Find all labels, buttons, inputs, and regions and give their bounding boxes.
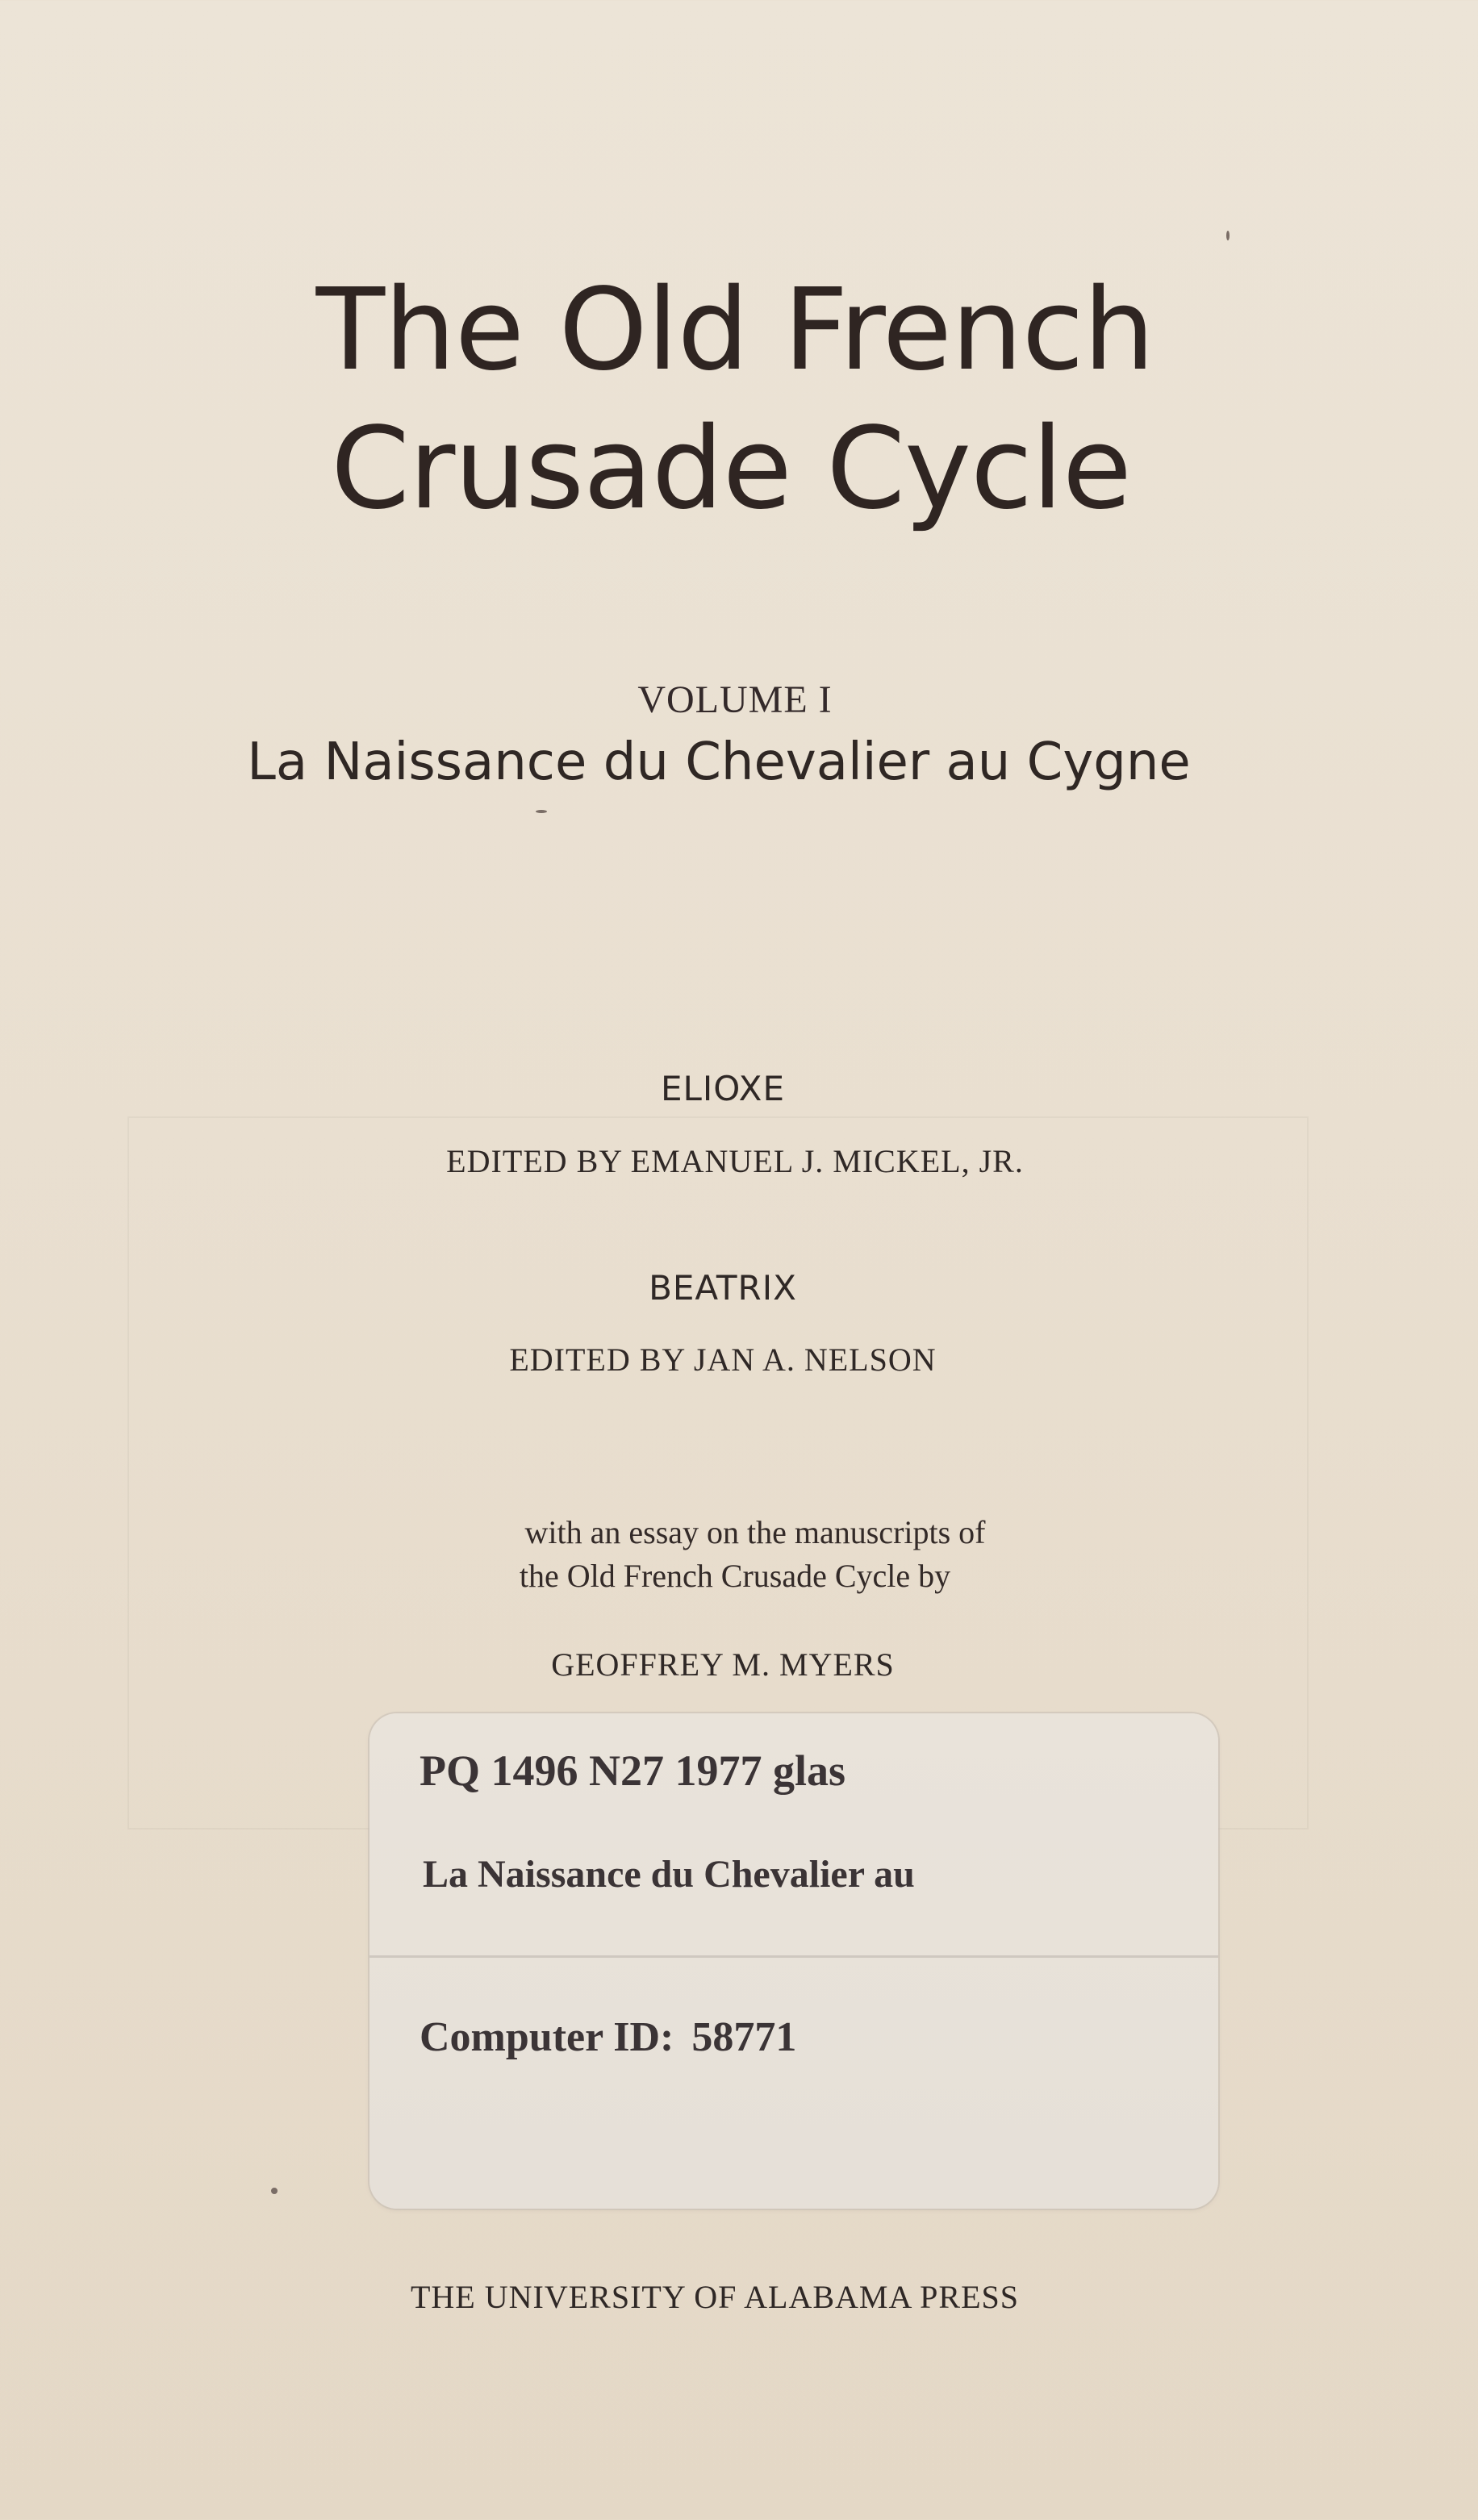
computer-id-label: Computer ID: bbox=[420, 2014, 674, 2060]
volume-label: VOLUME I bbox=[637, 678, 833, 721]
book-title-line-2: Crusade Cycle bbox=[331, 403, 1131, 535]
paper-speck bbox=[271, 2188, 278, 2194]
publisher: THE UNIVERSITY OF ALABAMA PRESS bbox=[410, 2279, 1020, 2315]
call-number: PQ 1496 N27 1977 glas bbox=[420, 1746, 846, 1795]
section-editor-elioxe: EDITED BY EMANUEL J. MICKEL, JR. bbox=[446, 1143, 1024, 1179]
section-editor-beatrix: EDITED BY JAN A. NELSON bbox=[509, 1341, 937, 1378]
computer-id-value: 58771 bbox=[691, 2014, 797, 2060]
label-title: La Naissance du Chevalier au bbox=[423, 1853, 915, 1896]
library-label bbox=[370, 1713, 1218, 2209]
label-divider bbox=[370, 1955, 1218, 1958]
essay-line-1: with an essay on the manuscripts of bbox=[524, 1514, 986, 1550]
paper-speck bbox=[536, 810, 547, 813]
section-title-beatrix: BEATRIX bbox=[649, 1268, 797, 1308]
essay-line-2: the Old French Crusade Cycle by bbox=[519, 1558, 951, 1594]
book-title-line-1: The Old French bbox=[315, 265, 1154, 396]
section-title-elioxe: ELIOXE bbox=[660, 1069, 785, 1108]
volume-subtitle: La Naissance du Chevalier au Cygne bbox=[247, 732, 1191, 792]
paper-speck bbox=[1226, 231, 1230, 240]
computer-id bbox=[420, 2013, 796, 2061]
essay-author: GEOFFREY M. MYERS bbox=[551, 1646, 895, 1683]
